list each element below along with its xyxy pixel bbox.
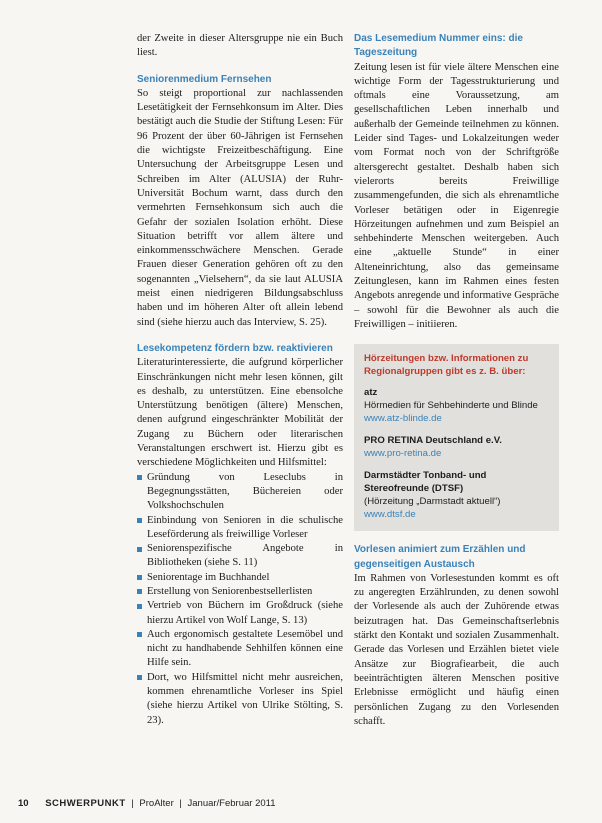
list-item: Dort, wo Hilfsmittel nicht mehr ausreichen, kommen ehrenamtliche Vorleser ins Spiel (siehe hierzu Artikel von Ulrike Stölting, S. 23). <box>137 671 343 728</box>
heading-vorlesen: Vorlesen animiert zum Erzählen und gegenseitigen Austausch <box>354 544 526 570</box>
paragraph-vorlesen: Im Rahmen von Vorlesestunden kommt es oft zu angeregten Erzählrunden, zu denen sowohl der Vorlesende als auch der Zuhörende etwas beizutragen hat. Das Gemeinschaftserlebnis stärkt den Kontakt und sozialen Zusammenhalt. Gerade das Vorlesen und Erzählen bietet viele Ansätze zur Biografiearbeit, die auch beeinträchtigten älteren Menschen positive Erlebnisse ermöglicht und häufig einen persönlichen Zugang zu den Vorlesenden schafft. <box>354 572 559 727</box>
org-link[interactable]: www.pro-retina.de <box>364 448 442 460</box>
bullet-list <box>137 471 343 728</box>
org-name: Darmstädter Tonband- und Stereofreunde (DTSF) <box>364 470 487 495</box>
list-item: Auch ergonomisch gestaltete Lesemöbel und nicht zu handhabende Sehhilfen können eine Hilfe sein. <box>137 628 343 671</box>
intro-paragraph: der Zweite in dieser Altersgruppe nie ein Buch liest. <box>137 33 343 59</box>
separator: | <box>131 798 134 809</box>
right-column <box>354 32 559 729</box>
heading-seniorenmedium-fernsehen: Seniorenmedium Fernsehen <box>137 73 272 85</box>
org-description: Hörmedien für Sehbehinderte und Blinde <box>364 400 538 412</box>
info-entry-dtsf <box>364 469 549 521</box>
paragraph-lesekompetenz: Literaturinteressierte, die aufgrund körperlicher Einschränkungen nicht mehr lesen können, gilt es deshalb, zu unterstützen. Eine ebensolche Unterstützung benötigen (ältere) Menschen, denen aufgrund eingeschränkter Mobilität der Zugang zu Büchern oder literarischen Veranstaltungen erschwert ist. Hierzu gibt es verschiedene Möglichkeiten und Hilfsmittel: <box>137 357 343 469</box>
heading-tageszeitung: Das Lesemedium Nummer eins: die Tageszeitung <box>354 33 523 59</box>
issue-date: Januar/Februar 2011 <box>187 798 276 809</box>
page-number: 10 <box>18 798 29 809</box>
list-item: Erstellung von Seniorenbestsellerlisten <box>137 585 343 599</box>
list-item: Seniorentage im Buchhandel <box>137 571 343 585</box>
publication-name: ProAlter <box>139 798 174 809</box>
list-item: Gründung von Leseclubs in Begegnungsstätten, Büchereien oder Volkshochschulen <box>137 471 343 514</box>
org-name: atz <box>364 387 378 399</box>
paragraph-fernsehen: So steigt proportional zur nachlassenden Lesetätigkeit der Fernsehkonsum im Alter. Dies bestätigt auch die Studie der Stiftung Lesen: Für 96 Prozent der über 60-Jährigen ist Fernsehen die wichtigste Freizeitbeschäftigung. Eine Untersuchung der Arbeitsgruppe Lesen und Schreiben im Alter (ALUSIA) der Ruhr-Universität Bochum warnt, dass durch den vermehrten Fernsehkonsum sich auch die Gefahr der sozialen Isolation erhöht. Diese Situation betrifft vor allem ältere und einkommensschwächere Menschen. Gerade Frauen dieser Generation gehören oft zu den sogenannten „Vielsehern“, da sie laut ALUSIA meist einen niedrigeren Bildungsabschluss haben und im höheren Alter oft allein lebend sind (siehe hierzu auch das Interview, S. 25). <box>137 87 343 328</box>
list-item: Vertrieb von Büchern im Großdruck (siehe hierzu Artikel von Wolf Lange, S. 13) <box>137 599 343 628</box>
info-entry-atz <box>364 386 549 425</box>
info-box-title: Hörzeitungen bzw. Informationen zu Regionalgruppen gibt es z. B. über: <box>364 353 529 378</box>
section-name: SCHWERPUNKT <box>45 798 126 809</box>
info-entry-pro-retina <box>364 434 549 460</box>
page-footer <box>18 798 276 809</box>
left-column <box>137 32 343 728</box>
heading-lesekompetenz: Lesekompetenz fördern bzw. reaktivieren <box>137 342 333 354</box>
info-box <box>354 344 559 531</box>
separator: | <box>179 798 182 809</box>
org-link[interactable]: www.dtsf.de <box>364 509 416 521</box>
list-item: Seniorenspezifische Angebote in Bibliotheken (siehe S. 11) <box>137 542 343 571</box>
paragraph-tageszeitung: Zeitung lesen ist für viele ältere Menschen eine wichtige Form der Tagesstrukturierung und oftmals eine Voraussetzung, am gesellschaftlichen Leben innerhalb und außerhalb der Gemeinde teilnehmen zu können. Leider sind Tages- und Lokalzeitungen weder vom Format noch von der Schriftgröße altersgerecht gestaltet. Deshalb haben sich vielerorts bereits Freiwillige zusammengefunden, die sich als ehrenamtliche Vorleser betätigen oder in Eigenregie Hörzeitungen aufnehmen und zum Beispiel an sehbehinderte Menschen weitergeben. Auch eine „aktuelle Stunde“ in einer Alteneinrichtung, also das gemeinsame Zeitunglesen, kann im Rahmen eines festen Angebots anregende und informative Gespräche – sowohl für die Bewohner als auch die Freiwilligen – initiieren. <box>354 61 559 330</box>
list-item: Einbindung von Senioren in die schulische Leseförderung als freiwillige Vorleser <box>137 514 343 543</box>
org-description: (Hörzeitung „Darmstadt aktuell“) <box>364 496 501 508</box>
org-name: PRO RETINA Deutschland e.V. <box>364 435 502 447</box>
org-link[interactable]: www.atz-blinde.de <box>364 413 442 425</box>
